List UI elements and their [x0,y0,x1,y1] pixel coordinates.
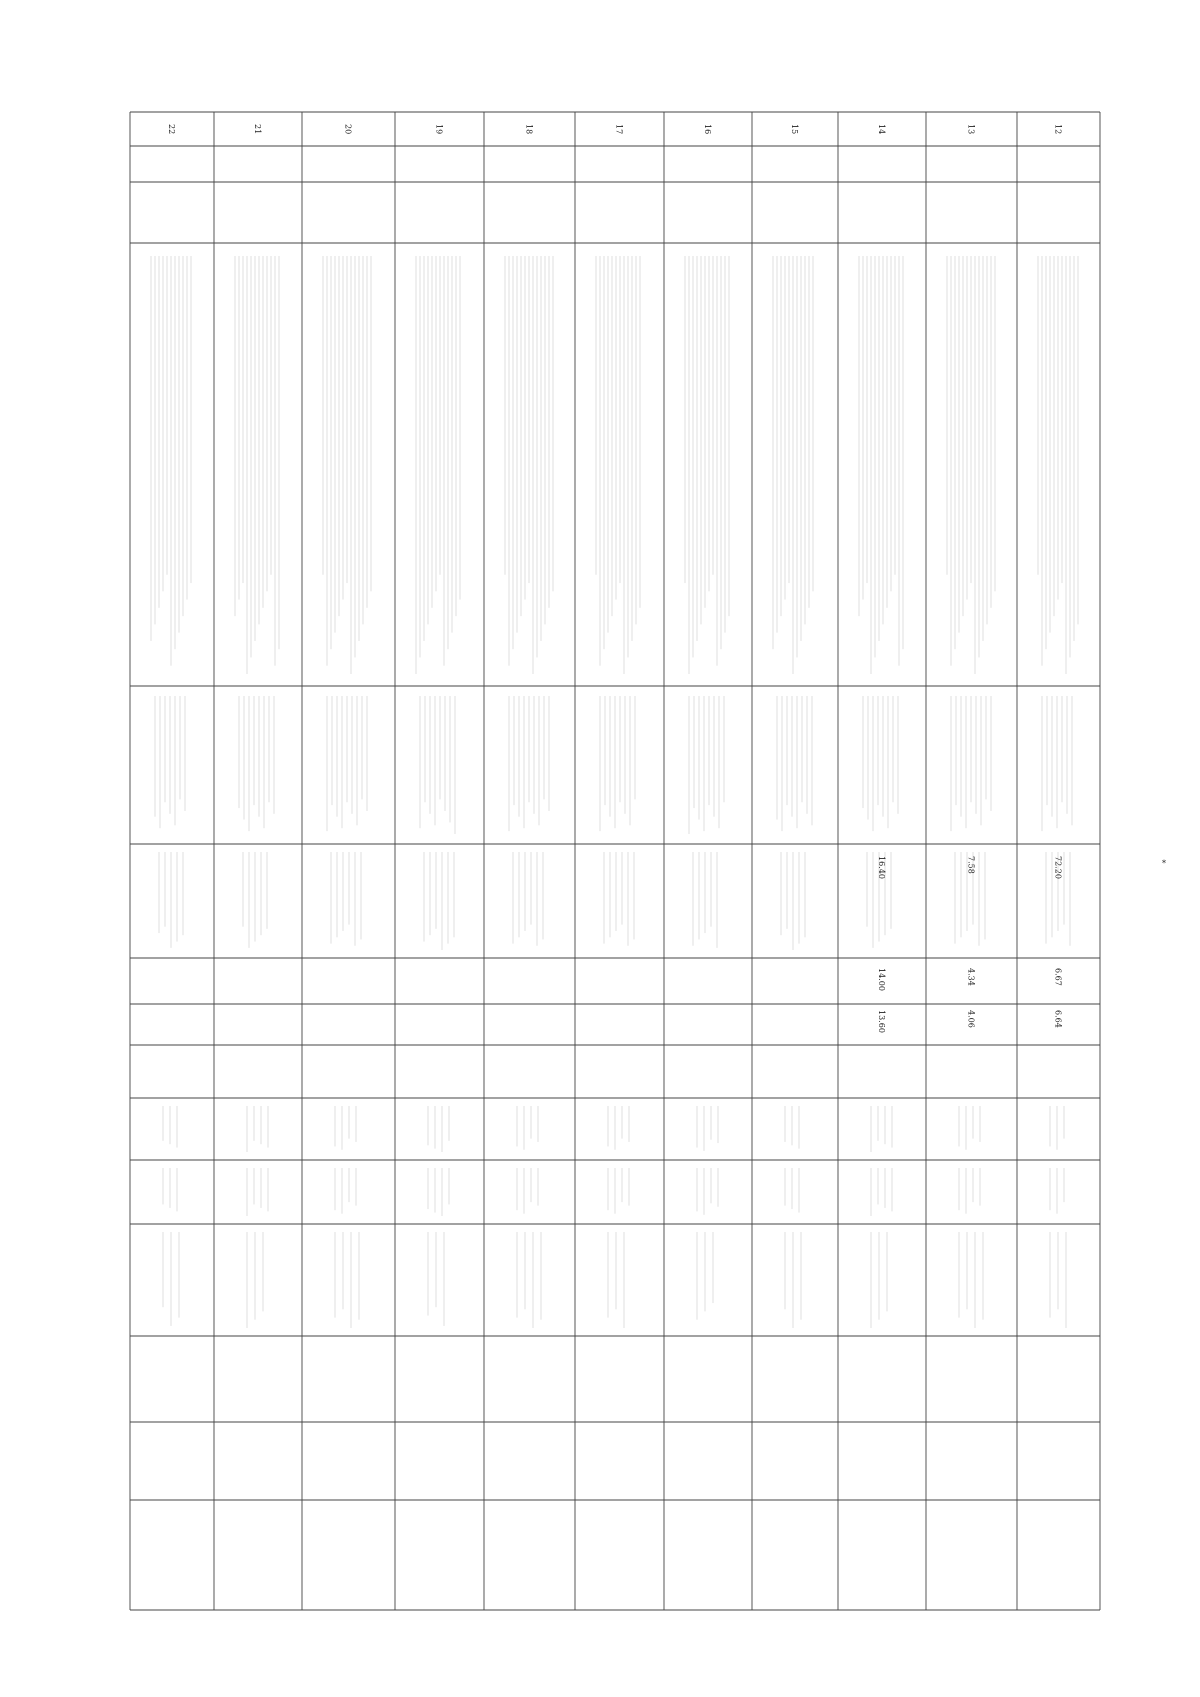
row-number: 16 [703,124,712,135]
row-number: 12 [1053,124,1063,135]
row-value: 14.00 [877,968,886,991]
row-number: 17 [614,124,624,135]
row-value: 6.64 [1053,1010,1063,1028]
row-number: 14 [877,124,886,135]
row-number: 13 [966,124,976,135]
row-number: 20 [343,124,353,135]
row-value: 13.60 [877,1010,886,1033]
row-value: 16.40 [877,856,886,879]
margin-mark: * [1162,859,1166,868]
row-number: 22 [167,124,176,135]
row-value: 6.67 [1053,968,1063,986]
row-value: 4.34 [966,968,976,986]
row-number: 21 [253,124,262,135]
row-value: 4.06 [966,1010,976,1028]
row-value: 7.58 [966,856,976,874]
row-value: 72.20 [1053,856,1063,879]
row-number: 18 [524,124,534,135]
row-number: 15 [790,124,799,135]
row-number: 19 [434,124,444,135]
